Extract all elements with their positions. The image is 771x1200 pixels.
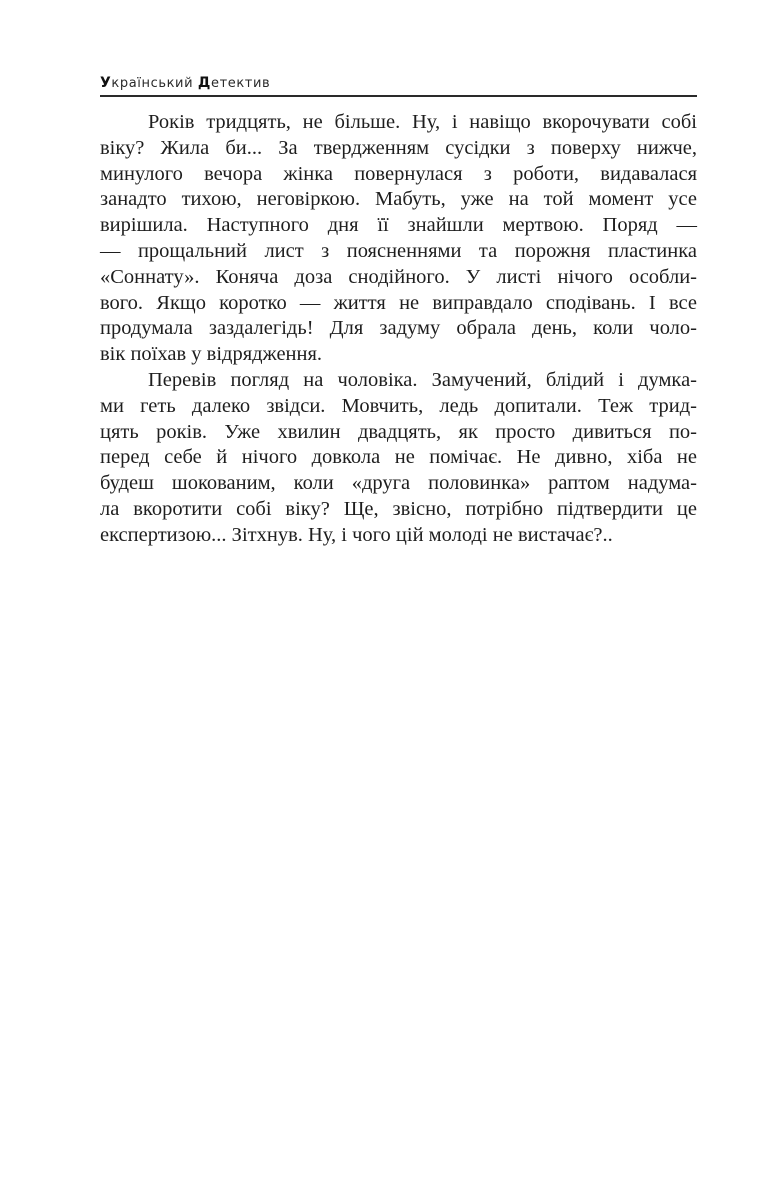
text-line: перед себе й нічого довкола не помічає. Не дивно, хіба не [100, 446, 697, 469]
running-head [100, 74, 697, 93]
text-line: експертизою... Зітхнув. Ну, і чого цій молоді не вистачає?.. [100, 523, 613, 546]
text-line: продумала заздалегідь! Для задуму обрала день, коли чоло- [100, 317, 697, 340]
text-line: — прощальний лист з поясненнями та порожня пластинка [100, 239, 697, 262]
text-line: вирішила. Наступного дня її знайшли мертвою. Поряд — [100, 214, 697, 237]
text-line: Перевів погляд на чоловіка. Замучений, блідий і думка- [148, 368, 697, 391]
text-line: «Соннату». Коняча доза снодійного. У листі нічого особли- [100, 265, 697, 288]
text-line: вік поїхав у відрядження. [100, 343, 323, 366]
body-text [100, 110, 697, 549]
header-rule [100, 95, 697, 97]
text-line: ми геть далеко звідси. Мовчить, ледь допитали. Теж трид- [100, 394, 697, 417]
running-head-initial-2: Д [197, 75, 211, 91]
text-line: вого. Якщо коротко — життя не виправдало сподівань. І все [100, 291, 697, 314]
paragraph-1 [100, 110, 697, 368]
running-head-word-1: країнський [111, 76, 194, 91]
text-line: минулого вечора жінка повернулася з роботи, видавалася [100, 162, 697, 185]
text-line: Років тридцять, не більше. Ну, і навіщо вкорочувати собі [148, 111, 697, 133]
text-line: віку? Жила би... За твердженням сусідки з поверху нижче, [100, 136, 697, 159]
text-line: будеш шокованим, коли «друга половинка» раптом надума- [100, 472, 697, 495]
running-head-word-2: етектив [210, 76, 271, 91]
paragraph-2 [100, 368, 697, 549]
text-line: занадто тихою, неговіркою. Мабуть, уже на той момент усе [100, 188, 697, 211]
running-head-initial-1: У [100, 75, 112, 91]
text-line: цять років. Уже хвилин двадцять, як просто дивиться по- [100, 420, 697, 443]
text-line: ла вкоротити собі віку? Ще, звісно, потрібно підтвердити це [100, 497, 697, 520]
